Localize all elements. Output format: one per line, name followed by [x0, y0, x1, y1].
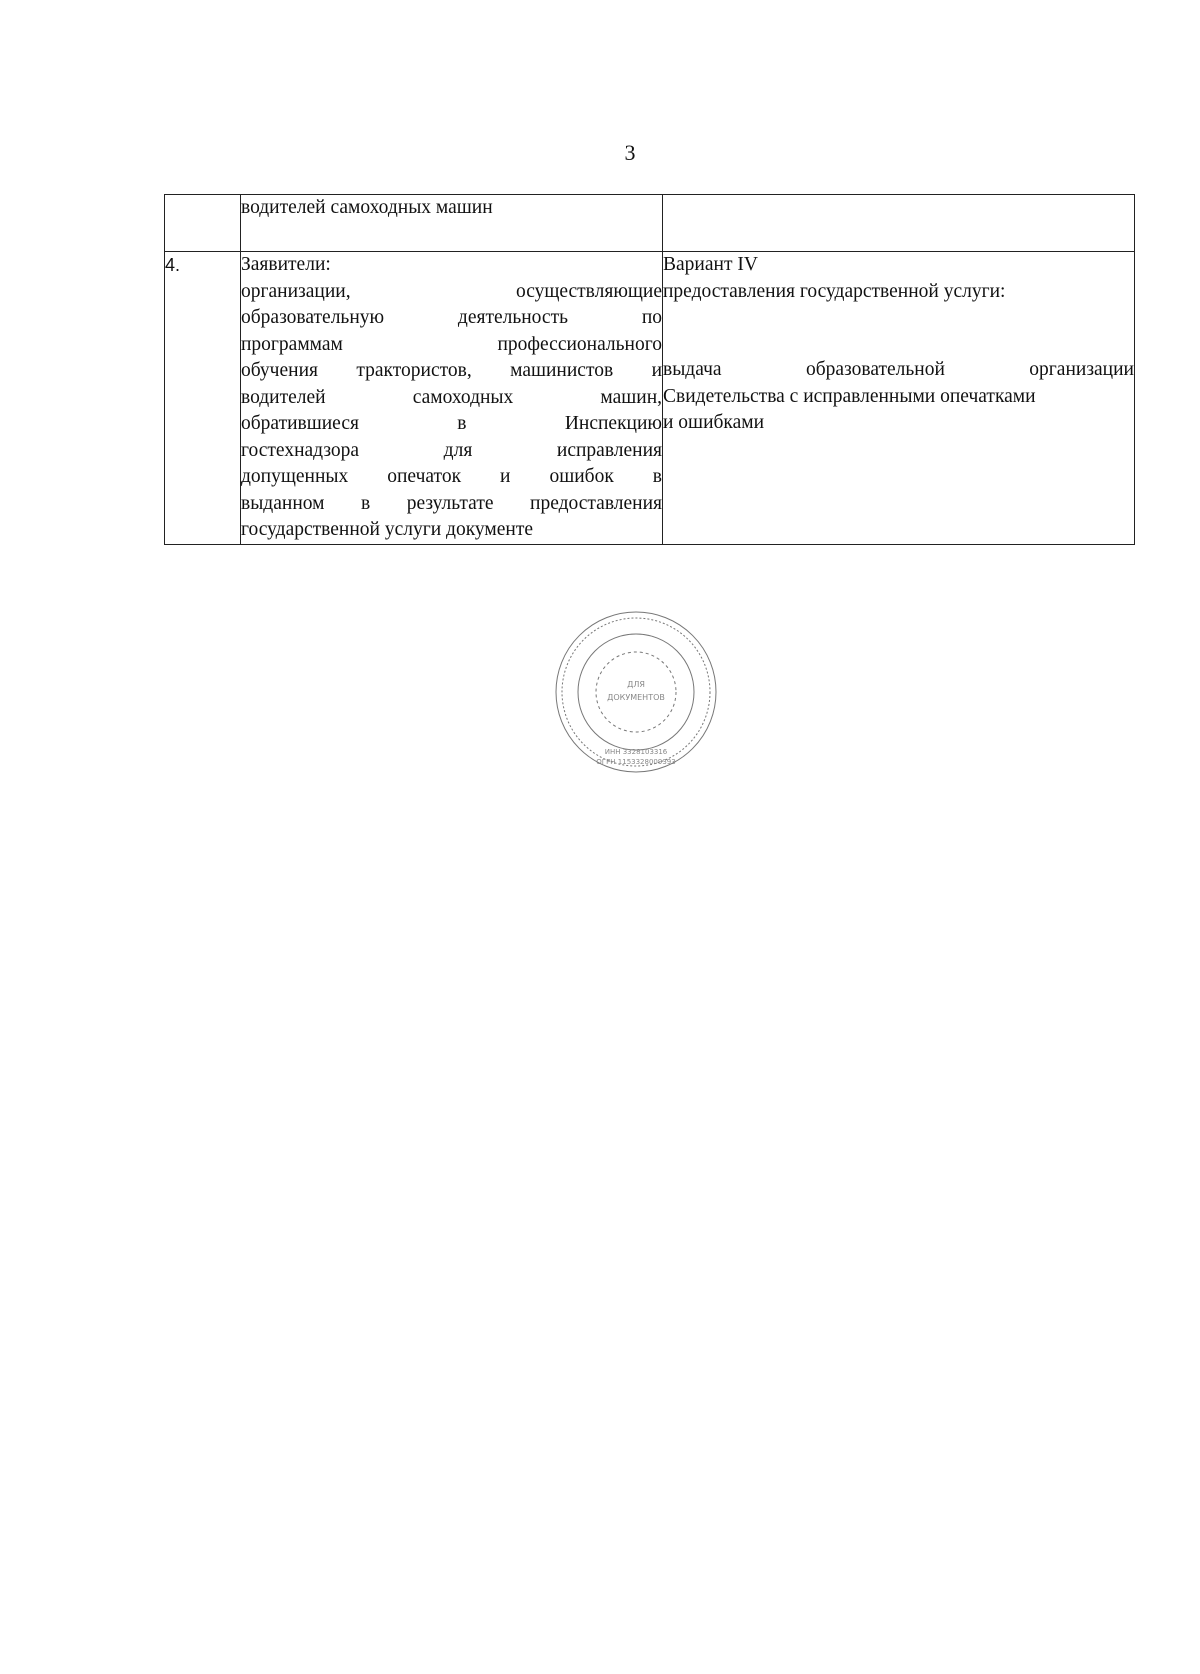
applicants-cell-continued	[241, 195, 663, 252]
variant-cell	[663, 252, 1135, 545]
page-number: 3	[624, 140, 636, 165]
variant-cell-continued	[663, 195, 1135, 252]
applicants-line: программам профессионального	[241, 333, 662, 355]
stamp-center-ring	[596, 652, 676, 732]
row-number-cell: 4.	[165, 252, 241, 545]
applicants-line: обратившиеся в Инспекцию	[241, 413, 662, 434]
spacer	[663, 305, 1134, 357]
applicants-heading: Заявители:	[241, 254, 331, 275]
services-table	[164, 194, 1135, 545]
table-row	[165, 252, 1135, 545]
applicants-line: государственной услуги документе	[241, 519, 534, 540]
row-number-cell	[165, 195, 241, 252]
applicants-text: водителей самоходных машин	[241, 197, 493, 218]
stamp-inn-text: ИНН 3328103316	[604, 748, 668, 756]
applicants-cell	[241, 252, 663, 545]
applicants-line: гостехнадзора для исправления	[241, 439, 662, 461]
applicants-line: выданном в результате предоставления	[241, 492, 662, 514]
stamp-ring-dashed	[562, 618, 710, 766]
table-row	[165, 195, 1135, 252]
applicants-line: водителей самоходных машин,	[241, 386, 662, 408]
variant-subtitle: предоставления государственной услуги:	[663, 280, 1006, 302]
stamp-inner-ring	[578, 634, 694, 750]
applicants-line: организации, осуществляющие	[241, 280, 662, 302]
applicants-line: образовательную деятельность по	[241, 307, 662, 328]
official-stamp	[553, 584, 719, 800]
variant-line: и ошибками	[663, 412, 765, 433]
variant-line: Свидетельства с исправленными опечатками	[663, 385, 1036, 407]
applicants-line: обучения трактористов, машинистов и	[241, 360, 662, 381]
variant-line: выдача образовательной организации	[663, 359, 1134, 380]
stamp-center-text: ДЛЯ	[627, 680, 645, 689]
stamp-ogrn-text: ОГРН 1153328009393	[596, 758, 676, 766]
variant-title: Вариант IV	[663, 254, 758, 275]
stamp-center-text: ДОКУМЕНТОВ	[607, 693, 665, 702]
applicants-line: допущенных опечаток и ошибок в	[241, 466, 662, 487]
